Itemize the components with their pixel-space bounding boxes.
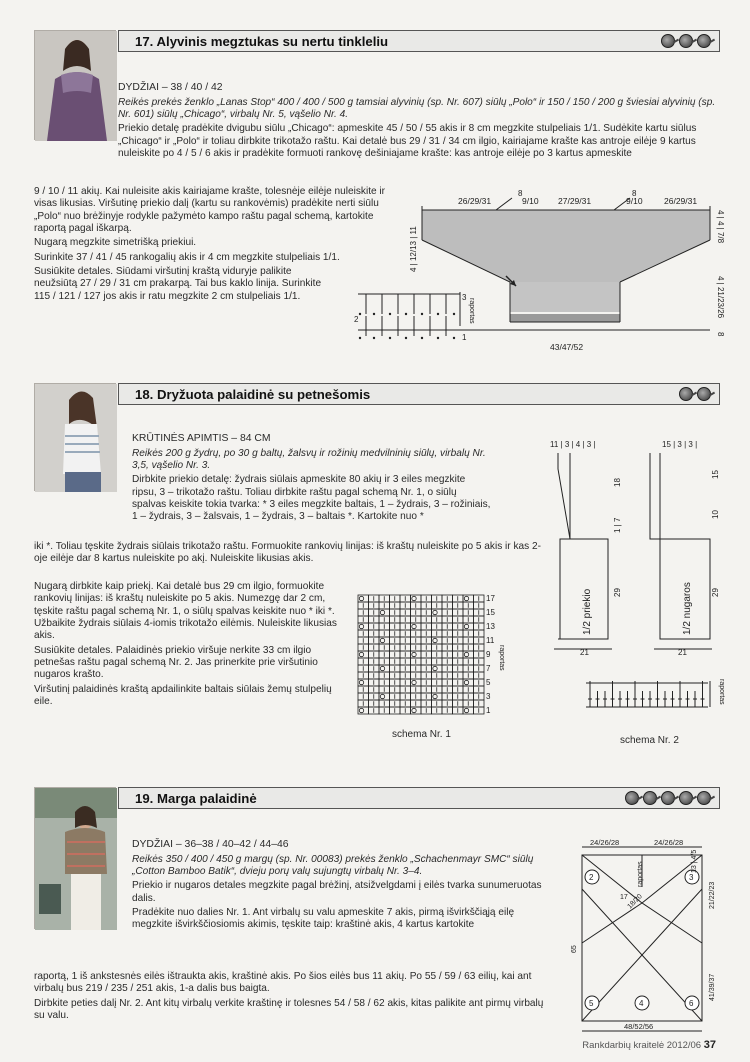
photo-model-18 [34, 383, 116, 491]
part-label: 1/2 nugaros [682, 582, 693, 635]
yarn-ball-icon [697, 387, 711, 401]
yarn-ball-icon [661, 791, 675, 805]
yarn-ball-icon [697, 34, 711, 48]
page-number: 37 [703, 1038, 716, 1051]
dim-label: 13 | 4/5 [691, 849, 698, 873]
dim-label: 4 | 12/13 | 11 [409, 226, 418, 272]
dim-label: 10 [711, 510, 720, 519]
yarn-ball-icon [679, 387, 693, 401]
paragraph: Pradėkite nuo dalies Nr. 1. Ant virbalų su valu apmeskite 7 akis, pirmą išvirkščiąją eilę megzkite išvirkščiosiomis akimis, tęskite taip: kraštinė akis, 4 kartus kartokite [132, 906, 515, 931]
magazine-name: Rankdarbių kraitelė 2012/06 [582, 1039, 702, 1051]
row-number: 5 [486, 678, 491, 687]
part-label: 1/2 priekio [582, 588, 593, 635]
yarn-over-symbol [359, 624, 363, 628]
schema-label: schema Nr. 2 [620, 735, 679, 746]
yarn-over-symbol [359, 680, 363, 684]
paragraph: Viršutinį palaidinės kraštą apdailinkite baltais siūlais žemų stulpelių eile. [34, 683, 332, 707]
yarn-over-symbol [464, 708, 468, 712]
dim-label: 18 [613, 478, 622, 487]
yarn-over-symbol [412, 708, 416, 712]
stitch-chart-18-2 [582, 677, 725, 727]
dim-label: 15 | 3 | 3 | [662, 440, 698, 449]
garment-diagram-18 [550, 439, 720, 655]
dim-label: 29 [711, 588, 720, 597]
dim-label: 4 | 4 | 7/8 [716, 210, 725, 244]
stitch-grid [358, 595, 508, 725]
yarn-over-symbol [380, 638, 384, 642]
sizes: KRŪTINĖS APIMTIS – 84 CM [132, 433, 271, 444]
yarn-over-symbol [412, 624, 416, 628]
dim-label: 27/29/31 [558, 196, 592, 206]
dim-label: 8 [518, 189, 523, 198]
row-number: 3 [486, 692, 491, 701]
text-block-18b [34, 541, 554, 568]
paragraph: raportą, 1 iš ankstesnės eilės ištraukta akis, kraštinė akis. Po šios eilės bus 11 akių. Po 55 / 59 / 63 eilių, kai ant virbalų bus 219 / 235 / 251 akis, 1-a dalis bus baigta. [34, 971, 532, 995]
materials: Reikės 350 / 400 / 450 g margų (sp. Nr. 00083) prekės ženklo „Schachenmayr SMC“ siūlų „Cotton Bamboo Batik“, dvieju porų valų sujungtų virbalų Nr. 3–4. [132, 853, 534, 877]
garment-diagram-19 [571, 838, 722, 1033]
yarn-over-symbol [433, 610, 437, 614]
yarn-ball-icon [625, 791, 639, 805]
yarn-over-symbol [412, 652, 416, 656]
section-title: 19. Marga palaidinė [135, 791, 257, 806]
title-bar-18 [118, 383, 720, 405]
stitch-chart-18-1 [358, 595, 508, 729]
section-18 [34, 383, 725, 753]
text-block-17a [118, 82, 718, 162]
yarn-over-symbol [433, 638, 437, 642]
paragraph: Susiūkite detales. Siūdami viršutinį kraštą viduryje palikite neužsiūtą 27 / 29 / 31 cm prakarpą. Tai bus kaklo linija. Surinkite 115 / 121 / 127 jos akis ir ratu megzkite 2 cm stulpeliais 1/1. [34, 265, 322, 302]
sizes: DYDŽIAI – 38 / 40 / 42 [118, 82, 223, 93]
yarn-ball-icon [661, 34, 675, 48]
text-block-19a [132, 839, 544, 934]
text-block-18a [132, 433, 492, 526]
yarn-over-symbol [412, 680, 416, 684]
yarn-ball-icon [643, 791, 657, 805]
row-number: 1 [486, 706, 491, 715]
repeat-label: raportas [637, 861, 644, 887]
paragraph: 9 / 10 / 11 akių. Kai nuleisite akis kairiajame krašte, tolesnėje eilėje nuleiskite ir visas likusias. Viršutinę priekio dalį (kartu su rankovėmis) pradėkite nerti siūlu „Polo“ nuo brėžinyje rodykle pažymėto kampo raštu pagal schemą, kartokite raportą pagal iškarpą. [34, 186, 386, 234]
yarn-over-symbol [464, 596, 468, 600]
paragraph: Priekio detalę pradėkite dvigubu siūlu „Chicago“: apmeskite 45 / 50 / 55 akis ir 8 cm megzkite stulpeliais 1/1. Sudėkite kartu siūlus „Chicago“ ir „Polo“ ir toliau dirbkite trikotažo raštu. Kai detalė bus 29 / 31 / 34 cm ilgio, kairiajame krašte kas antroje eilėje 9 kartus nuleiskite po 4 / 5 / 6 akis ir pradėkite formuoti rankovę dešiniajame krašte: kas antroje eilėje po 3 kartus apmeskite [118, 123, 697, 159]
dim-label: 1 | 7 [613, 517, 622, 533]
dim-label: 9/10 [626, 196, 643, 206]
dim-label: 26/29/31 [664, 196, 698, 206]
dim-label: 8 [632, 189, 637, 198]
materials: Reikės prekės ženklo „Lanas Stop“ 400 / 400 / 500 g tamsiai alyvinių (sp. Nr. 607) siūlų „Polo“ ir 150 / 150 / 200 g šviesiai alyvinių (sp. Nr. 601) siūlų „Chicago“, virbalų Nr. 5, vąšelio Nr. 4. [118, 96, 716, 120]
repeat-label: raportas [498, 645, 505, 671]
photo-model-19 [34, 787, 116, 929]
schema-label: schema Nr. 1 [392, 729, 451, 740]
title-bar-17 [118, 30, 720, 52]
row-label: 1 [462, 333, 467, 342]
row-number: 13 [486, 622, 495, 631]
section-title: 18. Dryžuota palaidinė su petnešomis [135, 387, 371, 402]
paragraph: Nugarą dirbkite kaip priekį. Kai detalė bus 29 cm ilgio, formuokite rankovių linijas: iš kraštų nuleiskite po 5 akis. Numezgę dar 2 cm, tęskite raštu pagal schemą Nr. 1, o siūlų spalvas keiskite nuo * iki *. Užbaikite žydrais siūlais 4-iomis trikotažo eilėmis. Nuleiskite likusias akis. [34, 581, 337, 642]
row-number: 17 [486, 594, 495, 603]
difficulty-rating [661, 34, 711, 48]
dim-label: 8 [716, 332, 725, 337]
yarn-over-symbol [380, 666, 384, 670]
yarn-over-symbol [359, 652, 363, 656]
dim-label: 15 [711, 470, 720, 479]
page-footer [582, 1039, 716, 1052]
dim-label: 65 [571, 945, 578, 953]
section-19 [34, 787, 720, 1047]
part-number: 5 [589, 999, 594, 1008]
dim-label: 26/29/31 [458, 196, 492, 206]
dim-label: 18/20 [626, 893, 644, 911]
difficulty-rating [679, 387, 711, 401]
row-label: 2 [354, 315, 359, 324]
photo-model-17 [34, 30, 116, 140]
paragraph: Susiūkite detales. Palaidinės priekio viršuje nerkite 33 cm ilgio petnešas raštu pagal schemą Nr. 2. Jas prinerkite prie viršutinio nugaros krašto. [34, 644, 318, 681]
yarn-ball-icon [697, 791, 711, 805]
dim-label: 21 [678, 648, 687, 657]
paragraph: Nugarą megzkite simetrišką priekiui. [34, 237, 197, 249]
yarn-over-symbol [380, 610, 384, 614]
paragraph: iki *. Toliau tęskite žydrais siūlais trikotažo raštu. Formuokite rankovių linijas: iš kraštų nuleiskite po 5 akis ir kas 2-oje eilėje dar 8 kartus nuleiskite po akį. Nuleiskite likusias akis. [34, 541, 541, 565]
part-number: 4 [639, 999, 644, 1008]
yarn-over-symbol [464, 652, 468, 656]
materials: Reikės 200 g žydrų, po 30 g baltų, žalsvų ir rožinių medvilninių siūlų, virbalų Nr. 3,5, vąšelio Nr. 3. [132, 447, 486, 471]
sizes: DYDŽIAI – 36–38 / 40–42 / 44–46 [132, 839, 289, 850]
yarn-over-symbol [359, 596, 363, 600]
dim-label: 48/52/56 [624, 1022, 654, 1031]
yarn-over-symbol [464, 624, 468, 628]
paragraph: Dirbkite peties dalį Nr. 2. Ant kitų virbalų verkite kraštinę ir tolesnes 54 / 58 / 62 akis, kitas palikite ant pirmų virbalų su valu. [34, 997, 544, 1021]
text-block-17b [34, 186, 394, 305]
part-number: 2 [589, 873, 594, 882]
yarn-ball-icon [679, 791, 693, 805]
paragraph: Dirbkite priekio detalę: žydrais siūlais apmeskite 80 akių ir 3 eiles megzkite ripsu, 3 – trikotažo raštu. Toliau dirbkite raštu pagal schemą Nr. 1, o siūlų spalvas keiskite tokia tvarka: * 3 eiles megzkite baltais, 1 – žydrais, 3 – rožiniais, 1 – žydrais, 3 – žalsvais, 1 – žydrais, 3 – baltais *. Kartokite nuo * [132, 474, 491, 523]
section-title: 17. Alyvinis megztukas su nertu tinkleliu [135, 34, 389, 49]
section-17 [34, 30, 725, 352]
title-bar-19 [118, 787, 720, 809]
yarn-ball-icon [679, 34, 693, 48]
dim-label: 43/47/52 [550, 342, 584, 352]
row-number: 9 [486, 650, 491, 659]
text-block-19b [34, 971, 554, 1024]
row-number: 15 [486, 608, 495, 617]
dim-label: 29 [613, 588, 622, 597]
dim-label: 24/26/28 [590, 838, 620, 847]
dim-label: 11 | 3 | 4 | 3 | [550, 440, 596, 449]
dim-label: 17 [620, 894, 628, 901]
part-number: 6 [689, 999, 694, 1008]
dim-label: 4 | 21/23/26 [716, 276, 725, 319]
yarn-over-symbol [412, 596, 416, 600]
yarn-over-symbol [433, 694, 437, 698]
row-label: 3 [462, 293, 467, 302]
repeat-label: raportas [718, 679, 725, 705]
dim-label: 41/39/37 [709, 973, 716, 1001]
text-block-18c [34, 581, 338, 710]
paragraph: Priekio ir nugaros detales megzkite pagal brėžinį, atsižvelgdami į eilės tvarka sunumeruotas dalis. [132, 880, 542, 904]
yarn-over-symbol [380, 694, 384, 698]
part-number: 3 [689, 873, 694, 882]
repeat-label: raportas [468, 298, 475, 324]
paragraph: Surinkite 37 / 41 / 45 rankogalių akis ir 4 cm megzkite stulpeliais 1/1. [34, 251, 340, 263]
dim-label: 24/26/28 [654, 838, 684, 847]
yarn-over-symbol [359, 708, 363, 712]
garment-diagram-17 [409, 189, 725, 352]
row-number: 11 [486, 636, 495, 645]
dim-label: 21/22/23 [709, 881, 716, 909]
difficulty-rating [625, 791, 711, 805]
row-number: 7 [486, 664, 491, 673]
yarn-over-symbol [433, 666, 437, 670]
dim-label: 9/10 [522, 196, 539, 206]
yarn-over-symbol [464, 680, 468, 684]
dim-label: 21 [580, 648, 589, 657]
